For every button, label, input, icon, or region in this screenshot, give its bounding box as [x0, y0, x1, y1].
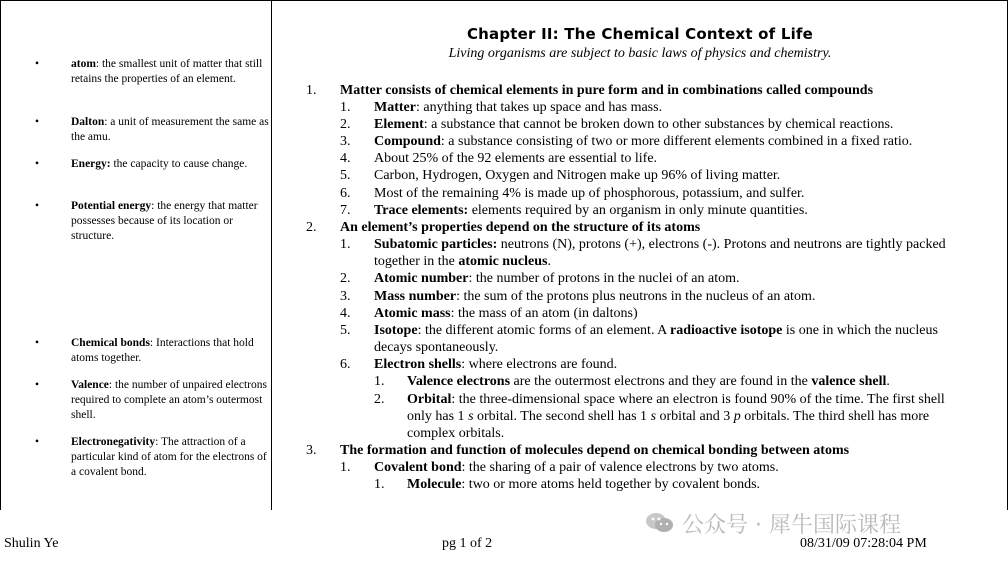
item-text: complex orbitals. — [407, 426, 505, 441]
item-text: : two or more atoms held together by covalent bonds. — [461, 477, 761, 492]
item-text: elements required by an organism in only minute quantities. — [468, 203, 808, 218]
item-text: : a substance that cannot be broken down to other substances by chemical reactions. — [423, 117, 894, 132]
item-text: Most of the remaining 4% is made up of phosphorous, potassium, and sulfer. — [374, 186, 805, 201]
item-number: 5. — [340, 323, 351, 338]
item-number: 1. — [374, 374, 385, 389]
item-number: 4. — [340, 306, 351, 321]
item-text: : a substance consisting of two or more different elements combined in a fixed ratio. — [440, 134, 913, 149]
item-term: Atomic mass — [374, 306, 451, 321]
item-text: : the mass of an atom (in daltons) — [450, 306, 638, 321]
definition-term: Chemical bonds — [71, 337, 150, 349]
definition-text: : The attraction of a particular kind of atom for the electrons of a covalent bond. — [71, 436, 267, 478]
definition-term: Valence — [71, 379, 109, 391]
watermark — [645, 508, 901, 539]
item-text: is one in which the nucleus — [782, 323, 938, 338]
definition-item — [35, 199, 269, 244]
item-text: : the sum of the protons plus neutrons in the nucleus of an atom. — [456, 289, 816, 304]
page-left-rule — [0, 0, 1, 510]
bullet: • — [35, 200, 40, 212]
item-term: Trace elements: — [374, 203, 469, 218]
item-text: neutrons (N), protons (+), electrons (-). Protons and neutrons are tightly packed — [497, 237, 946, 252]
bullet: • — [35, 337, 40, 349]
item-text: : the sharing of a pair of valence electrons by two atoms. — [461, 460, 779, 475]
item-term: radioactive isotope — [670, 323, 783, 338]
item-text: decays spontaneously. — [374, 340, 499, 355]
item-number: 1. — [340, 100, 351, 115]
definition-term: Electronegativity — [71, 436, 156, 448]
item-term: Electron shells — [374, 357, 462, 372]
definition-term: atom — [71, 58, 96, 70]
item-term: Molecule — [407, 477, 462, 492]
definition-text: : Interactions that hold atoms together. — [71, 337, 254, 364]
item-term: Covalent bond — [374, 460, 462, 475]
item-text: s — [468, 409, 474, 424]
item-number: 6. — [340, 357, 351, 372]
definition-text: : the energy that matter possesses because of its location or structure. — [71, 200, 258, 242]
definition-item — [35, 336, 269, 366]
section-number: 2. — [306, 220, 317, 235]
definition-text: : the number of unpaired electrons required to complete an atom’s outermost shell. — [71, 379, 267, 421]
item-text: . — [886, 374, 890, 389]
item-number: 1. — [374, 477, 385, 492]
definition-term: Potential energy — [71, 200, 152, 212]
chapter-subtitle: Living organisms are subject to basic laws of physics and chemistry. — [448, 46, 832, 61]
section-title: The formation and function of molecules depend on chemical bonding between atoms — [340, 443, 850, 458]
item-term: Compound — [374, 134, 441, 149]
item-text: together in the — [374, 254, 459, 269]
item-term: Isotope — [374, 323, 418, 338]
item-text: : the different atomic forms of an element. A — [417, 323, 671, 338]
bullet: • — [35, 58, 40, 70]
item-term: Element — [374, 117, 424, 132]
item-text: : the number of protons in the nuclei of an atom. — [468, 271, 740, 286]
item-number: 3. — [340, 134, 351, 149]
definition-term: Dalton — [71, 116, 105, 128]
item-term: Valence electrons — [407, 374, 511, 389]
item-term: Mass number — [374, 289, 457, 304]
footer-datetime: 08/31/09 07:28:04 PM — [800, 536, 927, 551]
section-title: Matter consists of chemical elements in pure form and in combinations called compounds — [340, 83, 874, 98]
definition-item — [35, 57, 269, 87]
item-term: Subatomic particles: — [374, 237, 498, 252]
watermark-text: 公众号 · 犀牛国际课程 — [682, 513, 901, 538]
item-text: : the three-dimensional space where an electron is found 90% of the time. The first shell — [451, 392, 945, 407]
definition-item — [35, 157, 269, 172]
definition-item — [35, 435, 269, 480]
definition-item — [35, 378, 269, 423]
item-number: 5. — [340, 168, 351, 183]
item-text: p — [733, 409, 741, 424]
item-text: : anything that takes up space and has mass. — [415, 100, 663, 115]
item-text: orbitals. The third shell has more — [740, 409, 930, 424]
item-number: 1. — [340, 460, 351, 475]
footer-page-number: pg 1 of 2 — [442, 536, 493, 551]
item-text: Carbon, Hydrogen, Oxygen and Nitrogen make up 96% of living matter. — [374, 168, 781, 183]
item-number: 7. — [340, 203, 351, 218]
item-number: 2. — [340, 271, 351, 286]
definition-text: the capacity to cause change. — [110, 158, 248, 170]
item-text: About 25% of the 92 elements are essential to life. — [374, 151, 658, 166]
definition-item — [35, 115, 269, 145]
definition-term: Energy: — [71, 158, 111, 170]
definition-text: : a unit of measurement the same as the amu. — [71, 116, 269, 143]
wechat-icon — [645, 511, 675, 533]
item-number: 1. — [340, 237, 351, 252]
definition-text: : the smallest unit of matter that still retains the properties of an element. — [71, 58, 263, 85]
bullet: • — [35, 379, 40, 391]
chapter-notes — [272, 0, 1008, 510]
item-number: 2. — [340, 117, 351, 132]
item-text: . — [547, 254, 551, 269]
chapter-title: Chapter II: The Chemical Context of Life — [466, 25, 814, 43]
section-number: 1. — [306, 83, 317, 98]
item-text: orbital. The second shell has 1 — [473, 409, 651, 424]
item-text: are the outermost electrons and they are found in the — [510, 374, 812, 389]
item-number: 4. — [340, 151, 351, 166]
bullet: • — [35, 116, 40, 128]
item-term: Orbital — [407, 392, 452, 407]
item-text: : where electrons are found. — [461, 357, 618, 372]
item-number: 2. — [374, 392, 385, 407]
item-text: s — [650, 409, 657, 424]
item-number: 3. — [340, 289, 351, 304]
item-text: orbital and 3 — [656, 409, 734, 424]
item-number: 6. — [340, 186, 351, 201]
footer-author: Shulin Ye — [4, 536, 59, 551]
item-term: Matter — [374, 100, 416, 115]
bullet: • — [35, 436, 40, 448]
item-term: atomic nucleus — [458, 254, 548, 269]
item-term: Atomic number — [374, 271, 469, 286]
section-number: 3. — [306, 443, 317, 458]
section-title: An element’s properties depend on the structure of its atoms — [340, 220, 701, 235]
bullet: • — [35, 158, 40, 170]
item-text: only has 1 — [407, 409, 469, 424]
item-term: valence shell — [811, 374, 887, 389]
